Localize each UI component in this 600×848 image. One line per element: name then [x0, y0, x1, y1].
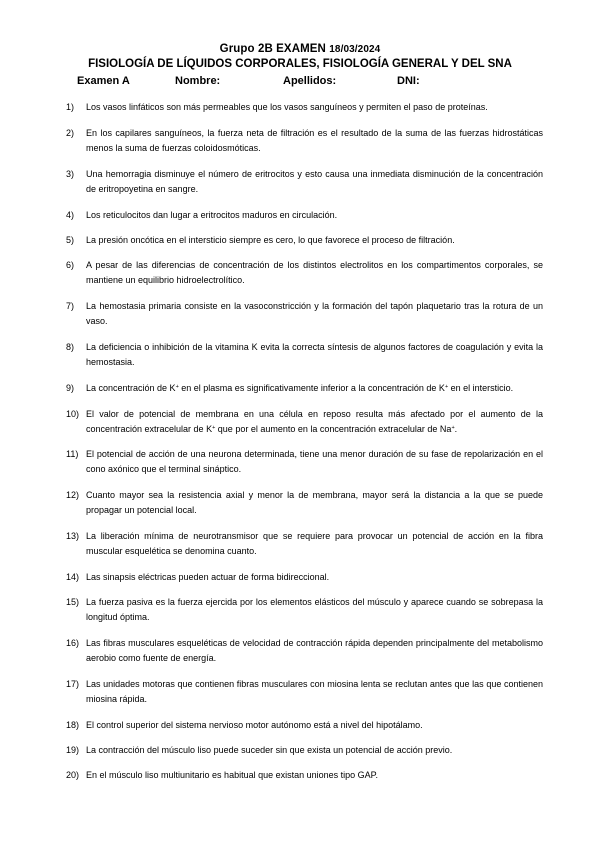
question-text: Cuanto mayor sea la resistencia axial y menor la de membrana, mayor será la distancia a la que se puede propagar un potencial local. [86, 490, 543, 515]
question-text-part: . [454, 424, 458, 434]
question-item [66, 340, 543, 370]
question-text-part: El valor de potencial de membrana en una célula en reposo resulta más afectado por el aumento de la concentración extracelular de K [86, 409, 543, 434]
question-number: 6) [66, 260, 75, 270]
question-text [86, 383, 513, 393]
question-text: La hemostasia primaria consiste en la vasoconstricción y la formación del tapón plaquetario tras la rotura de un vaso. [86, 301, 543, 326]
question-number: 16) [66, 638, 80, 648]
exam-title-line [0, 43, 600, 55]
question-text-part: La concentración de K [86, 383, 176, 393]
question-item [66, 488, 543, 518]
question-text: Los vasos linfáticos son más permeables que los vasos sanguíneos y permiten el paso de proteínas. [86, 102, 488, 112]
question-item [66, 233, 543, 248]
question-number: 15) [66, 597, 80, 607]
question-number: 10) [66, 409, 80, 419]
question-text: El control superior del sistema nervioso motor autónomo está a nivel del hipotálamo. [86, 720, 423, 730]
question-item [66, 677, 543, 707]
question-text-part: en el intersticio. [448, 383, 514, 393]
question-number: 20) [66, 770, 80, 780]
potassium-charge-superscript: + [444, 384, 449, 390]
question-text: La fuerza pasiva es la fuerza ejercida por los elementos elásticos del músculo y aparece cuando se sobrepasa la longitud óptima. [86, 597, 543, 622]
question-number: 13) [66, 531, 80, 541]
question-number: 5) [66, 235, 75, 245]
potassium-charge-superscript: + [212, 425, 216, 431]
question-text: En los capilares sanguíneos, la fuerza neta de filtración es el resultado de la suma de las fuerzas hidrostáticas menos la suma de fuerzas coloidosmóticas. [86, 128, 543, 153]
question-text: Las unidades motoras que contienen fibras musculares con miosina lenta se reclutan antes que las que contienen miosina rápida. [86, 679, 543, 704]
question-text: En el músculo liso multiunitario es habitual que existan uniones tipo GAP. [86, 770, 379, 780]
question-number: 7) [66, 301, 75, 311]
question-item [66, 208, 543, 223]
dni-label: DNI: [397, 75, 420, 87]
question-item [66, 126, 543, 156]
potassium-charge-superscript: + [175, 384, 179, 390]
question-number: 1) [66, 102, 75, 112]
question-item [66, 768, 543, 783]
exam-date: 18/03/2024 [329, 44, 381, 55]
question-text: La presión oncótica en el intersticio siempre es cero, lo que favorece el proceso de filtración. [86, 235, 455, 245]
name-label: Nombre: [175, 75, 221, 87]
question-number: 11) [66, 449, 79, 459]
question-text: El potencial de acción de una neurona determinada, tiene una menor duración de su fase de repolarización en el cono axónico que el terminal sináptico. [86, 449, 543, 474]
question-text: La liberación mínima de neurotransmisor que se requiere para provocar un potencial de acción en la fibra muscular esquelética se denomina cuanto. [86, 531, 543, 556]
question-text [86, 409, 543, 434]
question-text-part: en el plasma es significativamente inferior a la concentración de K [178, 383, 445, 393]
question-text: La contracción del músculo liso puede suceder sin que exista un potencial de acción previo. [86, 745, 453, 755]
question-number: 2) [66, 128, 75, 138]
exam-title: Grupo 2B EXAMEN [219, 43, 326, 55]
question-list [66, 100, 543, 793]
question-number: 18) [66, 720, 80, 730]
question-item [66, 407, 543, 437]
question-item [66, 299, 543, 329]
question-text-part: que por el aumento en la concentración extracelular de Na [215, 424, 452, 434]
question-item [66, 529, 543, 559]
question-text: Una hemorragia disminuye el número de eritrocitos y esto causa una inmediata disminución de la concentración de eritropoyetina en sangre. [86, 169, 543, 194]
question-item [66, 595, 543, 625]
question-number: 4) [66, 210, 75, 220]
question-item [66, 258, 543, 288]
question-item [66, 167, 543, 197]
question-text: Las sinapsis eléctricas pueden actuar de forma bidireccional. [86, 572, 330, 582]
exam-subtitle: FISIOLOGÍA DE LÍQUIDOS CORPORALES, FISIOLOGÍA GENERAL Y DEL SNA [88, 58, 512, 70]
question-text: A pesar de las diferencias de concentración de los distintos electrolitos en los compartimentos corporales, se mantiene un equilibrio hidroelectrolítico. [86, 260, 543, 285]
question-number: 9) [66, 383, 75, 393]
question-item [66, 570, 543, 585]
question-text: La deficiencia o inhibición de la vitamina K evita la correcta síntesis de algunos factores de coagulación y evita la hemostasia. [86, 342, 543, 367]
question-number: 17) [66, 679, 80, 689]
question-item [66, 718, 543, 733]
question-item [66, 447, 543, 477]
question-item [66, 636, 543, 666]
question-text: Las fibras musculares esqueléticas de velocidad de contracción rápida dependen principalmente del metabolismo aerobio como fuente de energía. [86, 638, 543, 663]
question-item [66, 100, 543, 115]
question-number: 8) [66, 342, 75, 352]
surname-label: Apellidos: [283, 75, 337, 87]
question-text: Los reticulocitos dan lugar a eritrocitos maduros en circulación. [86, 210, 338, 220]
exam-version-label: Examen A [77, 75, 130, 87]
question-number: 3) [66, 169, 75, 179]
sodium-charge-superscript: + [451, 425, 455, 431]
question-number: 14) [66, 572, 80, 582]
exam-identification-row [0, 75, 600, 89]
question-item [66, 743, 543, 758]
question-number: 12) [66, 490, 80, 500]
question-item [66, 381, 543, 396]
question-number: 19) [66, 745, 80, 755]
